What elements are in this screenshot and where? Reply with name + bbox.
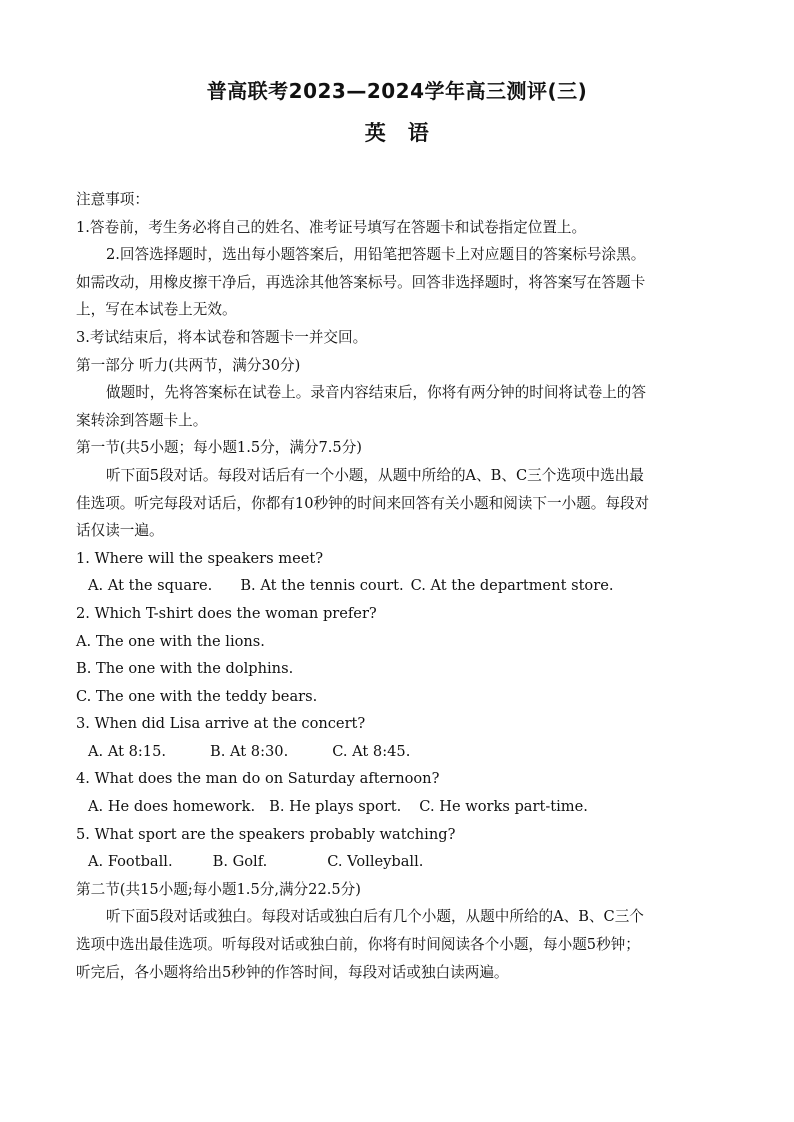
question-2-stem: 2. Which T-shirt does the woman prefer?: [76, 604, 377, 622]
section2-heading: 第二节(共15小题;每小题1.5分,满分22.5分): [76, 880, 361, 898]
question-4-option-a: A. He does homework.: [88, 798, 256, 816]
section1-instruction-line-3: 话仅读一遍。: [76, 522, 164, 540]
question-5-option-b: B. Golf.: [212, 853, 268, 871]
note-item-1: 1.答卷前，考生务必将自己的姓名、准考证号填写在答题卡和试卷指定位置上。: [76, 218, 587, 236]
question-4-options: [76, 793, 718, 821]
section2-instruction-line-3: 听完后，各小题将给出5秒钟的作答时间，每段对话或独白读两遍。: [76, 963, 509, 981]
note-item-2-line-1: 2.回答选择题时，选出每小题答案后，用铅笔把答题卡上对应题目的答案标号涂黑。: [106, 246, 646, 264]
question-3-option-b: B. At 8:30.: [210, 742, 289, 760]
part1-instruction-line-2: 案转涂到答题卡上。: [76, 411, 208, 429]
section2-instruction-line-2: 选项中选出最佳选项。听每段对话或独白前，你将有时间阅读各个小题，每小题5秒钟；: [76, 936, 640, 954]
question-1-stem: 1. Where will the speakers meet?: [76, 549, 324, 567]
section1-heading: 第一节(共5小题；每小题1.5分，满分7.5分): [76, 439, 362, 457]
question-1-option-b: B. At the tennis court.: [240, 577, 404, 595]
notes-heading: 注意事项：: [76, 191, 149, 208]
note-item-2-line-3: 上，写在本试卷上无效。: [76, 301, 237, 319]
question-3-option-c: C. At 8:45.: [332, 742, 411, 760]
question-1-options: [76, 572, 718, 600]
section1-instruction-line-1: 听下面5段对话。每段对话后有一个小题，从题中所给的A、B、C三个选项中选出最: [106, 466, 644, 484]
part1-heading: 第一部分 听力(共两节，满分30分): [76, 356, 301, 374]
question-1-option-c: C. At the department store.: [410, 577, 614, 595]
section2-instruction-line-1: 听下面5段对话或独白。每段对话或独白后有几个小题，从题中所给的A、B、C三个: [106, 908, 644, 926]
section1-instruction-line-2: 佳选项。听完每段对话后，你都有10秒钟的时间来回答有关小题和阅读下一小题。每段对: [76, 494, 650, 512]
question-3-stem: 3. When did Lisa arrive at the concert?: [76, 715, 366, 733]
question-3-option-a: A. At 8:15.: [88, 742, 167, 760]
question-5-options: [76, 848, 718, 876]
question-5-option-a: A. Football.: [88, 853, 173, 871]
note-item-3: 3.考试结束后，将本试卷和答题卡一并交回。: [76, 328, 368, 346]
exam-title: 普高联考2023—2024学年高三测评(三): [206, 79, 588, 103]
part1-instruction-line-1: 做题时，先将答案标在试卷上。录音内容结束后，你将有两分钟的时间将试卷上的答: [106, 384, 646, 402]
question-5-option-c: C. Volleyball.: [327, 853, 424, 871]
question-4-option-b: B. He plays sport.: [269, 798, 402, 816]
question-2-option-c: C. The one with the teddy bears.: [76, 687, 318, 705]
exam-subject: 英 语: [364, 121, 430, 145]
question-4-option-c: C. He works part-time.: [419, 798, 588, 816]
question-5-stem: 5. What sport are the speakers probably watching?: [76, 825, 456, 843]
question-2-option-b: B. The one with the dolphins.: [76, 660, 294, 678]
note-item-2-line-2: 如需改动，用橡皮擦干净后，再选涂其他答案标号。回答非选择题时，将答案写在答题卡: [76, 273, 646, 291]
exam-body: [76, 186, 718, 986]
question-3-options: [76, 738, 718, 766]
question-4-stem: 4. What does the man do on Saturday afternoon?: [76, 770, 440, 788]
question-1-option-a: A. At the square.: [88, 577, 213, 595]
question-2-option-a: A. The one with the lions.: [76, 632, 265, 650]
